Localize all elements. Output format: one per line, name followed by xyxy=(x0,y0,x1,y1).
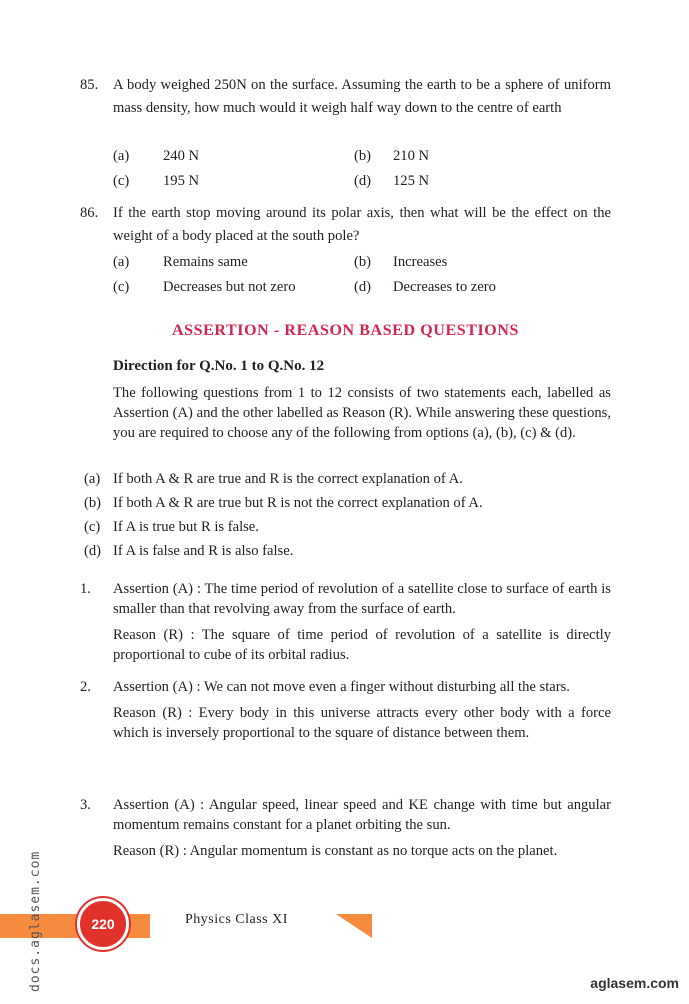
question-number: 3. xyxy=(80,797,91,813)
side-watermark: docs.aglasem.com xyxy=(28,850,43,992)
choice-label: (b) xyxy=(84,495,102,511)
choice-b xyxy=(84,493,483,513)
choice-text: If both A & R are true and R is the correct explanation of A. xyxy=(113,471,463,487)
option-label: (b) xyxy=(354,148,372,164)
option-label: (a) xyxy=(113,148,130,164)
reason-text: Reason (R) : The square of time period of revolution of a satellite is directly proportional to cube of its orbital radius. xyxy=(113,627,611,663)
option-b xyxy=(354,146,429,166)
question-number: 86. xyxy=(80,205,99,221)
option-text: Remains same xyxy=(163,254,248,270)
ar-question-1 xyxy=(80,579,611,665)
option-label: (b) xyxy=(354,254,372,270)
option-text: Decreases to zero xyxy=(393,279,496,295)
option-text: 240 N xyxy=(163,148,200,164)
brand-label: aglasem.com xyxy=(590,975,679,991)
option-label: (c) xyxy=(113,173,130,189)
question-text: A body weighed 250N on the surface. Assuming the earth to be a sphere of uniform mass density, how much would it weigh half way down to the centre of earth xyxy=(113,77,611,116)
choice-text: If both A & R are true but R is not the correct explanation of A. xyxy=(113,495,483,511)
option-text: 125 N xyxy=(393,173,430,189)
question-86 xyxy=(80,202,611,247)
reason-text: Reason (R) : Every body in this universe attracts every other body with a force which is inversely proportional to the square of distance between them. xyxy=(113,705,611,741)
section-heading: ASSERTION - REASON BASED QUESTIONS xyxy=(171,322,520,339)
option-label: (d) xyxy=(354,173,372,189)
page-number-badge: 220 xyxy=(77,898,129,950)
option-text: 210 N xyxy=(393,148,430,164)
question-number: 1. xyxy=(80,581,91,597)
assertion-text: Assertion (A) : Angular speed, linear speed and KE change with time but angular momentum remains constant for a planet orbiting the sun. xyxy=(113,797,611,833)
footer-title: Physics Class XI xyxy=(185,912,288,927)
choice-c xyxy=(84,517,259,537)
option-a xyxy=(113,146,199,166)
option-label: (c) xyxy=(113,279,130,295)
question-text: If the earth stop moving around its polar axis, then what will be the effect on the weight of a body placed at the south pole? xyxy=(113,205,611,244)
ar-question-3 xyxy=(80,795,611,861)
choice-d xyxy=(84,541,293,561)
choice-text: If A is false and R is also false. xyxy=(113,543,294,559)
ar-question-2 xyxy=(80,677,611,743)
option-d xyxy=(354,277,496,297)
direction-text: The following questions from 1 to 12 consists of two statements each, labelled as Assertion (A) and the other labelled as Reason (R). While answering these questions, you are required to choose any of the following from options (a), (b), (c) & (d). xyxy=(113,385,611,441)
assertion-text: Assertion (A) : We can not move even a finger without disturbing all the stars. xyxy=(113,679,570,695)
option-c xyxy=(113,277,296,297)
option-label: (d) xyxy=(354,279,372,295)
footer-bar-right xyxy=(336,914,372,938)
option-text: Decreases but not zero xyxy=(163,279,296,295)
choice-label: (d) xyxy=(84,543,102,559)
direction-title: Direction for Q.No. 1 to Q.No. 12 xyxy=(113,358,325,374)
choice-label: (c) xyxy=(84,519,101,535)
option-text: Increases xyxy=(393,254,448,270)
assertion-text: Assertion (A) : The time period of revolution of a satellite close to surface of earth is smaller than that revolving away from the surface of earth. xyxy=(113,581,611,617)
option-label: (a) xyxy=(113,254,130,270)
choice-label: (a) xyxy=(84,471,101,487)
option-b xyxy=(354,252,447,272)
question-number: 85. xyxy=(80,77,99,93)
reason-text: Reason (R) : Angular momentum is constant as no torque acts on the planet. xyxy=(113,843,558,859)
choice-a xyxy=(84,469,463,489)
option-a xyxy=(113,252,248,272)
choice-text: If A is true but R is false. xyxy=(113,519,259,535)
question-number: 2. xyxy=(80,679,91,695)
option-d xyxy=(354,171,429,191)
question-85 xyxy=(80,74,611,119)
option-text: 195 N xyxy=(163,173,200,189)
option-c xyxy=(113,171,199,191)
